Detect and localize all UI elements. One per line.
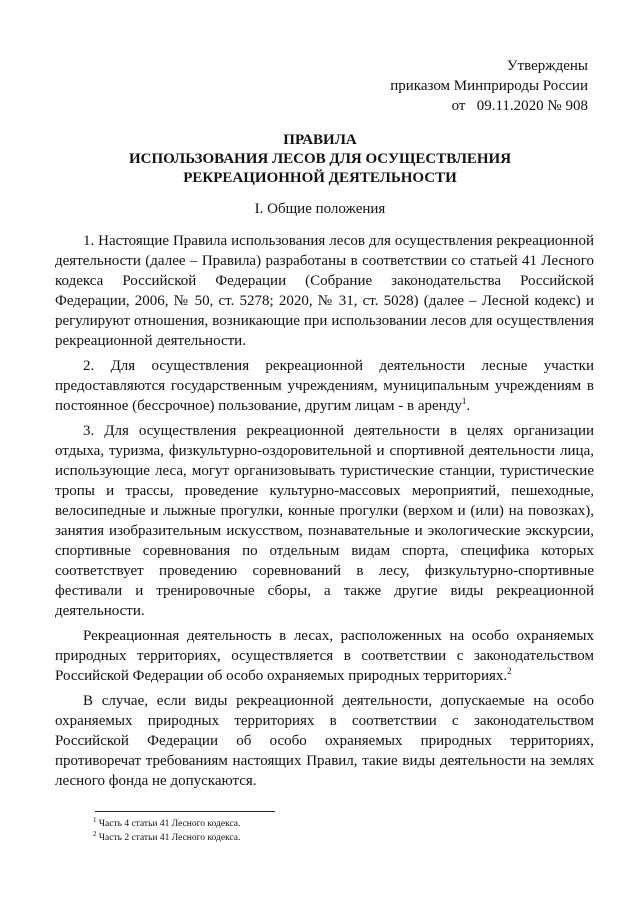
footnote-text: Часть 2 статьи 41 Лесного кодекса. <box>98 833 241 843</box>
paragraph-2-text: 2. Для осуществления рекреационной деятельности лесные участки предоставляются государственным учреждениям, муниципальным учреждениям в постоянное (бессрочное) пользование, другим лицам - в аренду <box>55 358 594 414</box>
title-line-1: ПРАВИЛА <box>283 132 357 148</box>
footnote-ref-2: 2 <box>507 666 512 676</box>
document-body <box>55 231 594 796</box>
approval-line-3: от 09.11.2020 № 908 <box>451 98 588 114</box>
footnote-number: 1 <box>93 815 97 824</box>
approval-line-1: Утверждены <box>506 58 588 74</box>
title-line-2: ИСПОЛЬЗОВАНИЯ ЛЕСОВ ДЛЯ ОСУЩЕСТВЛЕНИЯ <box>128 151 512 167</box>
paragraph-4 <box>55 626 594 686</box>
paragraph-3: 3. Для осуществления рекреационной деятельности в целях организации отдыха, туризма, физкультурно-оздоровительной и спортивной деятельности лица, использующие леса, могут организовывать туристические станции, туристические тропы и трассы, проведение культурно-массовых мероприятий, пешеходные, велосипедные и лыжные прогулки, конные прогулки (верхом и (или) на повозках), занятия изобразительным искусством, познавательные и экологические экскурсии, спортивные соревнования по отдельным видам спорта, специфика которых соответствует проведению соревнований в лесу, физкультурно-спортивные фестивали и тренировочные сборы, а также другие виды рекреационной деятельности. <box>55 423 594 619</box>
paragraph-1: 1. Настоящие Правила использования лесов для осуществления рекреационной деятельности (далее – Правила) разработаны в соответствии со статьей 41 Лесного кодекса Российской Федерации (Собрание законодательства Российской Федерации, 2006, № 50, ст. 5278; 2020, № 31, ст. 5028) (далее – Лесной кодекс) и регулируют отношения, возникающие при использовании лесов для осуществления рекреационной деятельности. <box>55 233 594 349</box>
approval-line-2: приказом Минприроды России <box>390 78 588 94</box>
footnote-2 <box>93 831 240 845</box>
paragraph-2-end: . <box>466 398 471 414</box>
footnote-1 <box>93 817 240 831</box>
paragraph-4-text: Рекреационная деятельность в лесах, расположенных на особо охраняемых природных территориях, осуществляется в соответствии с законодательством Российской Федерации об особо охраняемых природных территориях. <box>55 628 594 684</box>
footnote-number: 2 <box>93 829 97 838</box>
section-heading: I. Общие положения <box>254 201 386 217</box>
paragraph-5: В случае, если виды рекреационной деятельности, допускаемые на особо охраняемых природных территориях в соответствии с законодательством Российской Федерации об особо охраняемых природных территориях, противоречат требованиям настоящих Правил, такие виды деятельности на землях лесного фонда не допускаются. <box>55 693 594 789</box>
document-title <box>0 131 640 188</box>
title-line-3: РЕКРЕАЦИОННОЙ ДЕЯТЕЛЬНОСТИ <box>183 170 457 186</box>
approval-block <box>390 56 588 116</box>
paragraph-2 <box>55 356 594 416</box>
footnote-text: Часть 4 статьи 41 Лесного кодекса. <box>98 819 241 829</box>
footnotes <box>93 817 240 845</box>
footnote-ref-1: 1 <box>461 396 467 406</box>
footnote-divider <box>95 811 275 812</box>
